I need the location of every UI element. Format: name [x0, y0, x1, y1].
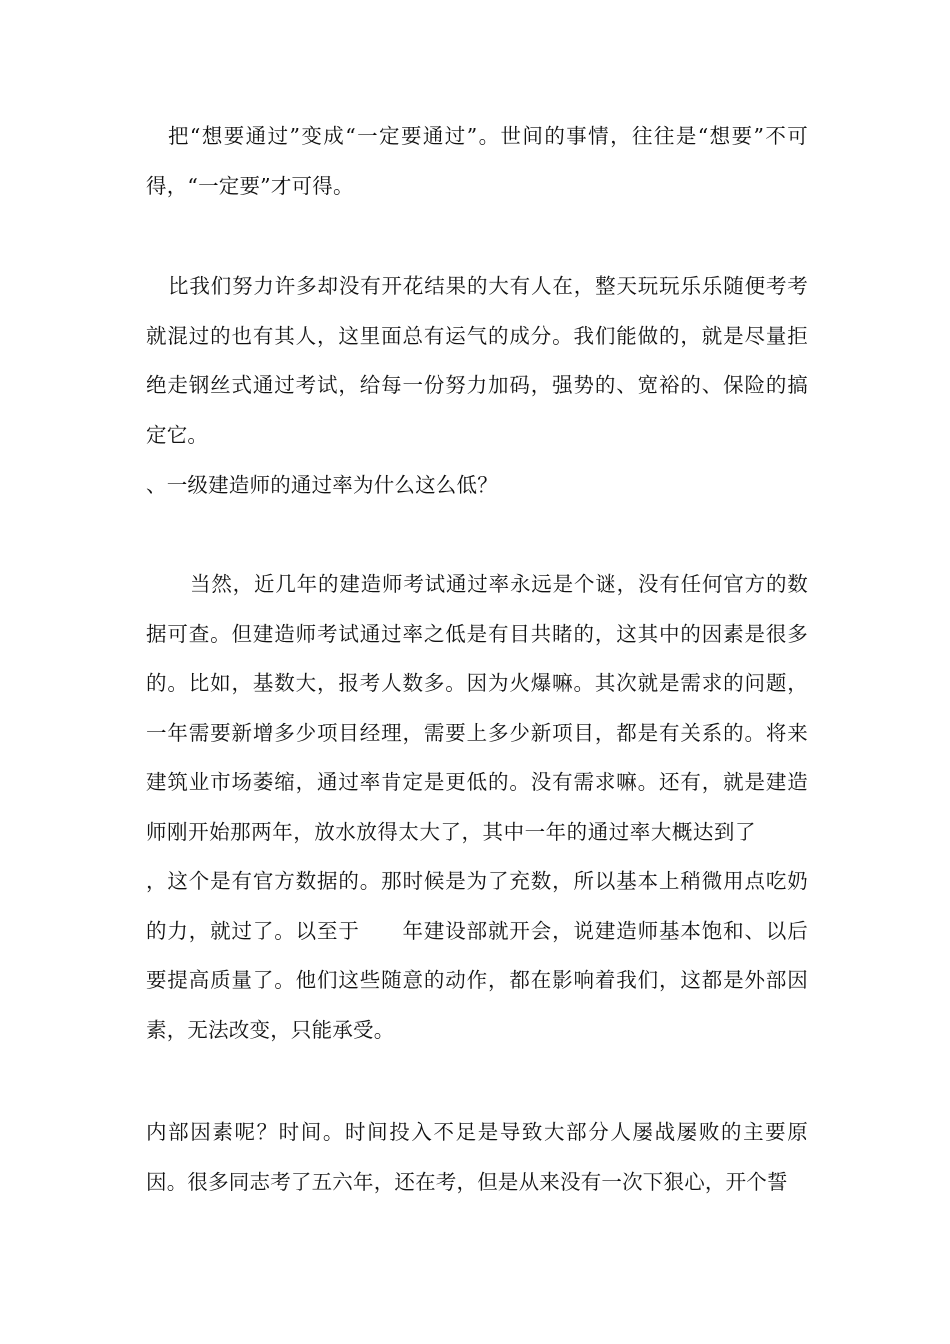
- paragraph-2: 比我们努力许多却没有开花结果的大有人在，整天玩玩乐乐随便考考就混过的也有其人，这里面总有运气的成分。我们能做的，就是尽量拒绝走钢丝式通过考试，给每一份努力加码，强势的、宽裕的、保险的搞定它。: [146, 274, 808, 447]
- paragraph-4-part-3: 年建设部就开会，说建造师基本饱和、以后要提高质量了。他们这些随意的动作，都在影响着我们，这都是外部因素，无法改变，只能承受。: [146, 918, 808, 1042]
- paragraph-4-part-1: 当然，近几年的建造师考试通过率永远是个谜，没有任何官方的数据可查。但建造师考试通过率之低是有目共睹的，这其中的因素是很多的。比如，基数大，报考人数多。因为火爆嘛。其次就是需求的问题，一年需要新增多少项目经理，需要上多少新项目，都是有关系的。将来建筑业市场萎缩，通过率肯定是更低的。没有需求嘛。还有，就是建造师刚开始那两年，放水放得太大了，其中一年的通过率大概达到了: [146, 572, 808, 844]
- section-heading: 、一级建造师的通过率为什么这么低？: [146, 473, 498, 497]
- paragraph-4: [146, 560, 808, 1055]
- paragraph-5: 内部因素呢？时间。时间投入不足是导致大部分人屡战屡败的主要原因。很多同志考了五六年，还在考，但是从来没有一次下狠心，开个誓: [146, 1120, 808, 1194]
- paragraph-4-part-2: ，这个是有官方数据的。那时候是为了充数，所以基本上稍微用点吃奶的力，就过了。以至于: [146, 869, 808, 943]
- paragraph-1: 把“想要通过”变成“一定要通过”。世间的事情，往往是“想要”不可得，“一定要”才可得。: [146, 124, 808, 198]
